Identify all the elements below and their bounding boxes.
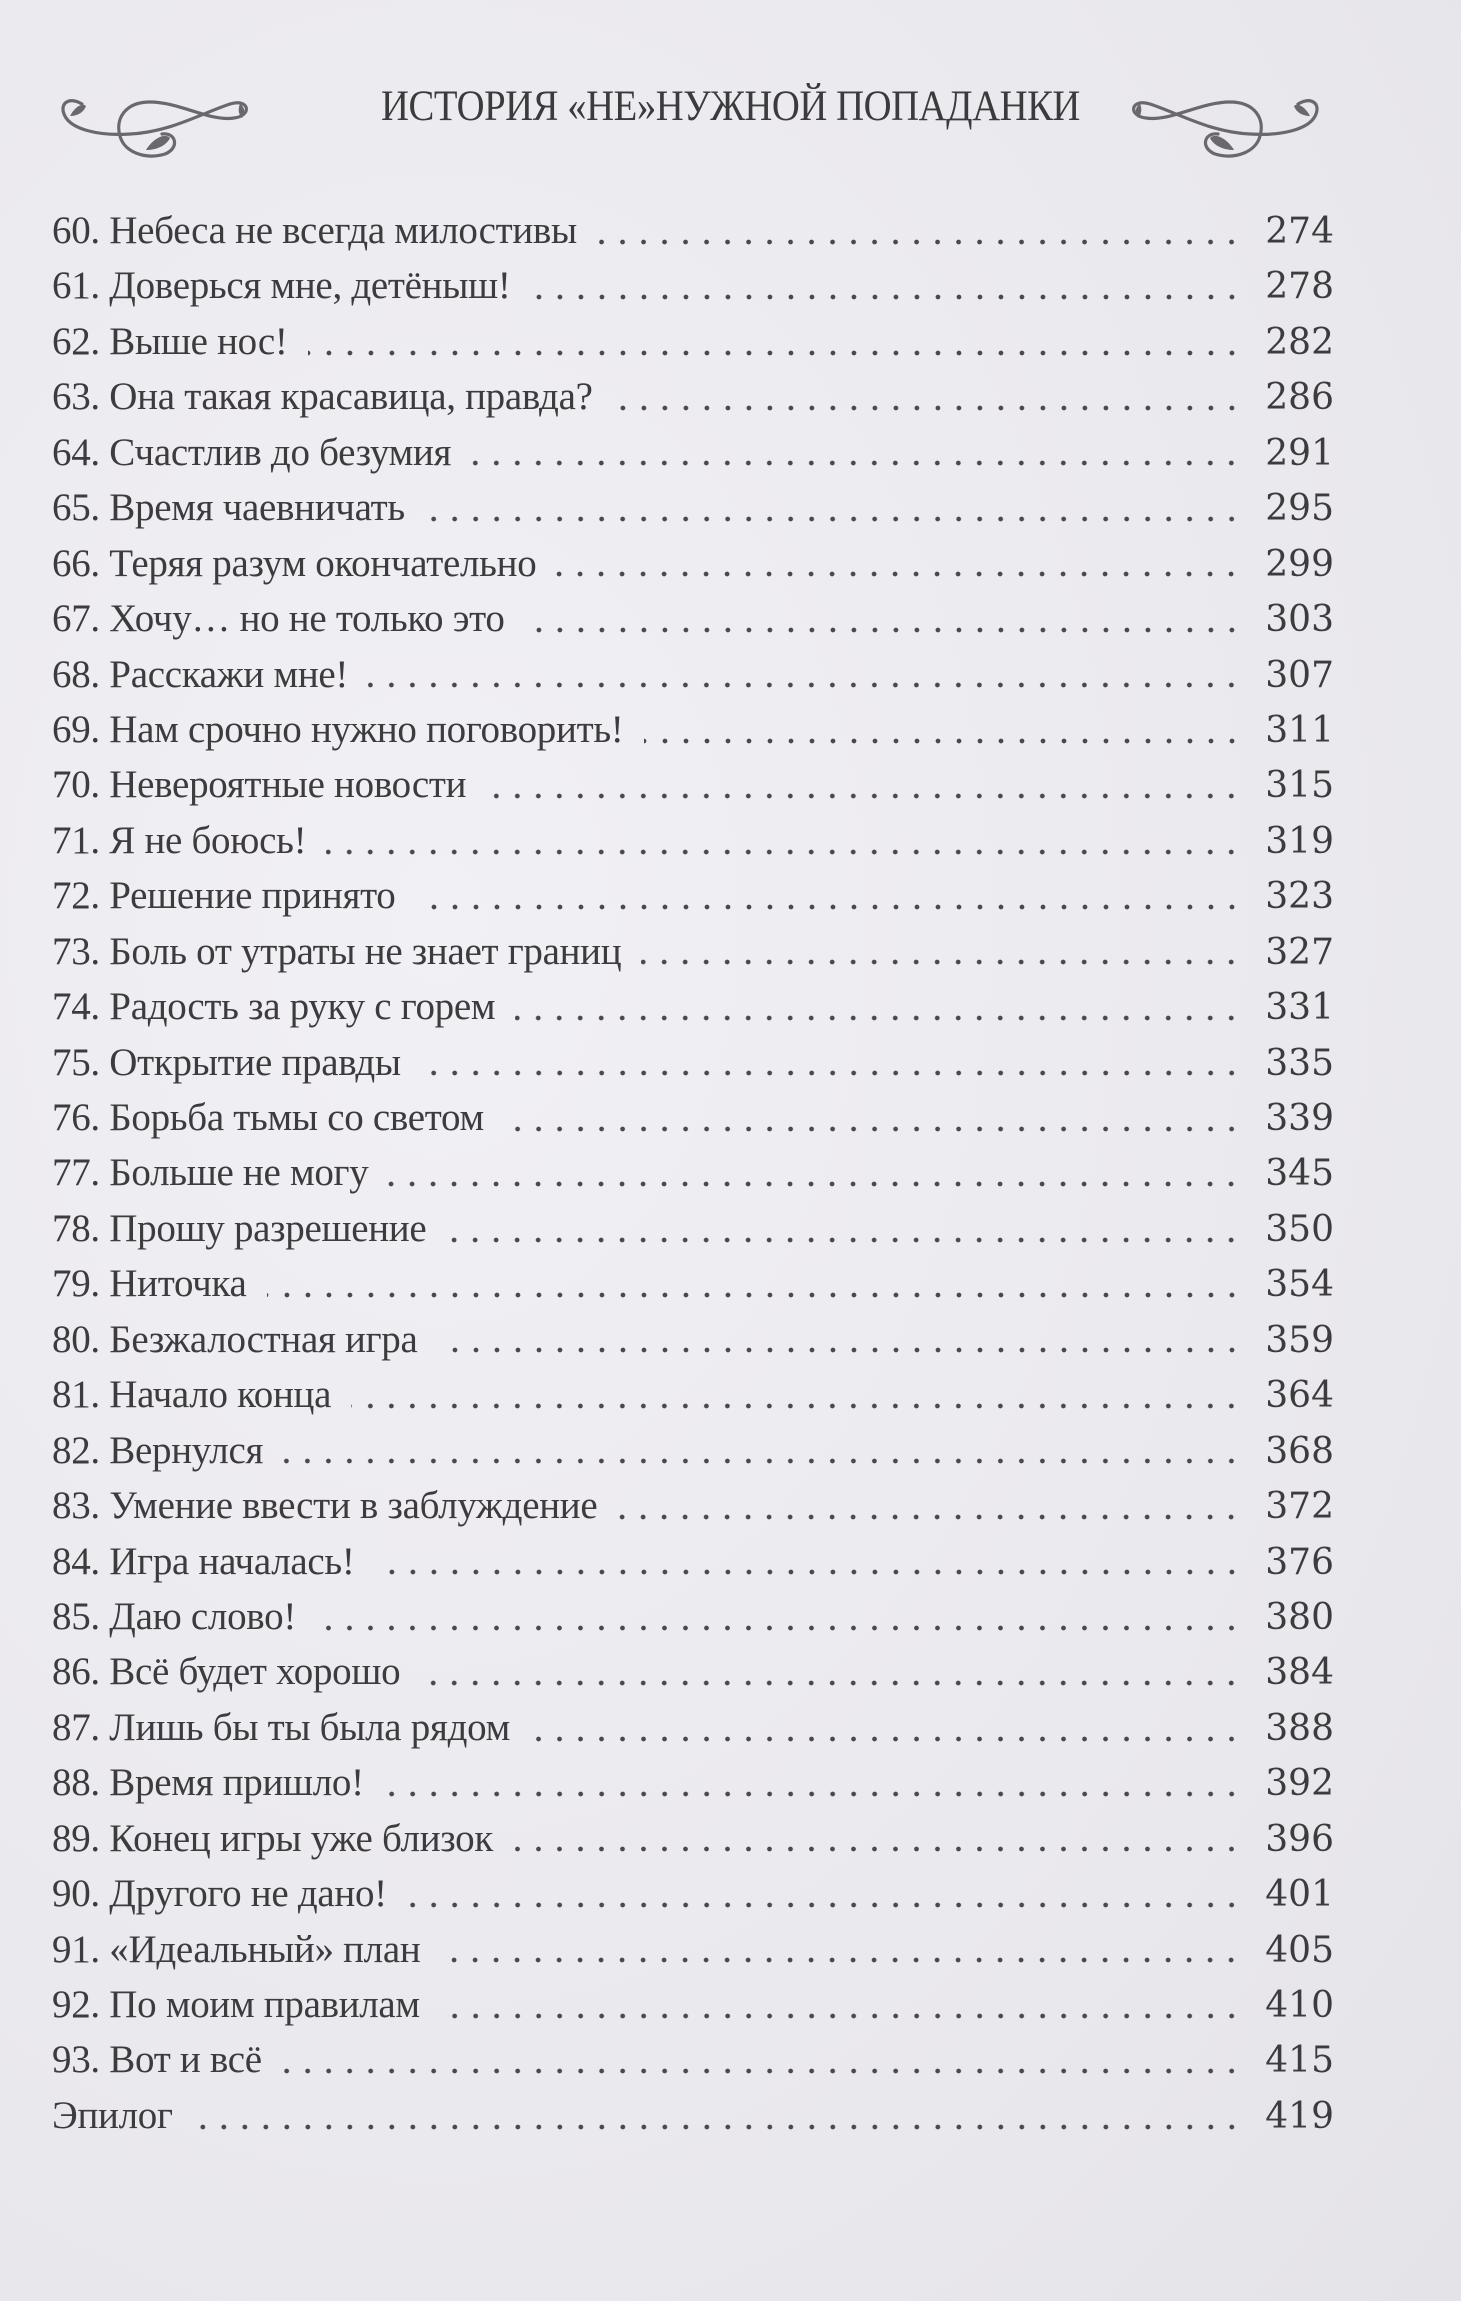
page-number: 368 — [1265, 1430, 1334, 1472]
chapter-title: 92. По моим правилам — [52, 1983, 420, 2026]
toc-entry[interactable] — [52, 425, 1334, 480]
page-number: 286 — [1265, 377, 1334, 419]
toc-entry[interactable] — [52, 979, 1334, 1034]
page-number: 315 — [1265, 765, 1334, 807]
page-number: 410 — [1265, 1985, 1334, 2026]
dot-leader — [384, 1791, 1242, 1797]
page-number: 401 — [1265, 1874, 1334, 1916]
chapter-title: 86. Всё будет хорошо — [52, 1650, 401, 1694]
chapter-title: 64. Счастлив до безумия — [52, 430, 452, 474]
page-number: 419 — [1265, 2095, 1334, 2137]
toc-entry[interactable] — [52, 1423, 1334, 1478]
chapter-title: 79. Ниточка — [52, 1262, 247, 1306]
chapter-title: 74. Радость за руку с горем — [52, 985, 496, 1029]
dot-leader — [440, 1957, 1242, 1963]
chapter-title: 72. Решение принято — [52, 874, 396, 918]
dot-leader — [471, 460, 1242, 466]
page-number: 282 — [1265, 321, 1334, 363]
dot-leader — [446, 1237, 1242, 1243]
dot-leader — [617, 1514, 1242, 1520]
dot-leader — [438, 1347, 1242, 1353]
chapter-title: 76. Борьба тьмы со светом — [52, 1096, 484, 1139]
toc-entry[interactable] — [52, 2032, 1334, 2087]
dot-leader — [644, 738, 1243, 744]
dot-leader — [531, 294, 1242, 300]
dot-leader — [416, 904, 1242, 910]
chapter-title: 87. Лишь бы ты была рядом — [52, 1705, 510, 1749]
dot-leader — [486, 793, 1242, 799]
page-number: 323 — [1265, 876, 1334, 918]
dot-leader — [283, 1458, 1242, 1464]
chapter-title: 61. Доверься мне, детёныш! — [52, 264, 511, 308]
toc-entry[interactable] — [52, 924, 1334, 979]
chapter-title: 77. Больше не могу — [52, 1151, 369, 1195]
toc-entry[interactable] — [52, 813, 1334, 868]
toc-entry[interactable] — [52, 480, 1334, 535]
dot-leader — [440, 2013, 1242, 2019]
page-number: 372 — [1265, 1486, 1334, 1528]
page-number: 295 — [1265, 488, 1334, 530]
chapter-title: 67. Хочу… но не только это — [52, 597, 505, 641]
chapter-title: 80. Безжалостная игра — [52, 1317, 418, 1361]
chapter-title: 81. Начало конца — [52, 1373, 332, 1417]
page-number: 274 — [1265, 211, 1334, 252]
toc-entry[interactable] — [52, 868, 1334, 923]
toc-entry[interactable] — [52, 1256, 1334, 1311]
page-number: 299 — [1265, 543, 1334, 585]
page-number: 380 — [1265, 1596, 1334, 1638]
page-number: 350 — [1265, 1208, 1334, 1250]
page-number: 359 — [1265, 1319, 1334, 1361]
chapter-title: 90. Другого не дано! — [52, 1872, 387, 1916]
chapter-title: Эпилог — [52, 2093, 173, 2137]
toc-entry[interactable] — [52, 203, 1334, 258]
toc-entry[interactable] — [52, 1589, 1334, 1644]
chapter-title: 88. Время пришло! — [52, 1761, 364, 1805]
page-number: 388 — [1265, 1707, 1334, 1749]
chapter-title: 85. Даю слово! — [52, 1594, 297, 1638]
chapter-title: 60. Небеса не всегда милостивы — [52, 209, 577, 252]
toc-entry[interactable] — [52, 1811, 1334, 1866]
toc-entry[interactable] — [52, 1644, 1334, 1699]
table-of-contents — [52, 203, 1334, 2143]
page-number: 327 — [1265, 931, 1334, 973]
page-number: 319 — [1265, 820, 1334, 862]
page-number: 384 — [1265, 1652, 1334, 1694]
page-number: 396 — [1265, 1818, 1334, 1860]
toc-entry[interactable] — [52, 1977, 1334, 2032]
dot-leader — [515, 1015, 1242, 1021]
dot-leader — [530, 1736, 1242, 1742]
toc-entry[interactable] — [52, 369, 1334, 424]
page-number: 415 — [1265, 2040, 1334, 2082]
dot-leader — [267, 1292, 1242, 1298]
chapter-title: 75. Открытие правды — [52, 1040, 401, 1084]
toc-entry[interactable] — [52, 1367, 1334, 1422]
page-number: 311 — [1265, 709, 1334, 751]
toc-entry[interactable] — [52, 1090, 1334, 1145]
dot-leader — [421, 1070, 1242, 1076]
dot-leader — [351, 1403, 1242, 1409]
toc-entry-epilogue[interactable] — [52, 2088, 1334, 2143]
dot-leader — [420, 1680, 1242, 1686]
page-number: 405 — [1265, 1929, 1334, 1971]
chapter-title: 69. Нам срочно нужно поговорить! — [52, 707, 624, 751]
page-number: 392 — [1265, 1763, 1334, 1805]
dot-leader — [193, 2124, 1242, 2130]
chapter-title: 78. Прошу разрешение — [52, 1206, 427, 1250]
toc-entry[interactable] — [52, 1145, 1334, 1200]
dot-leader — [504, 1126, 1242, 1132]
toc-entry[interactable] — [52, 1534, 1334, 1589]
dot-leader — [388, 1181, 1242, 1187]
chapter-title: 91. «Идеальный» план — [52, 1927, 421, 1971]
toc-entry[interactable] — [52, 702, 1334, 757]
flourish-ornament-icon — [1090, 74, 1350, 174]
toc-entry[interactable] — [52, 1866, 1334, 1921]
toc-entry[interactable] — [52, 1035, 1334, 1090]
dot-leader — [525, 627, 1242, 633]
toc-entry[interactable] — [52, 1922, 1334, 1977]
chapter-title: 62. Выше нос! — [52, 319, 288, 363]
page-number: 291 — [1265, 432, 1334, 474]
page-number: 307 — [1265, 654, 1334, 696]
toc-entry[interactable] — [52, 1755, 1334, 1810]
chapter-title: 73. Боль от утраты не знает границ — [52, 929, 622, 973]
dot-leader — [368, 682, 1242, 688]
chapter-title: 66. Теряя разум окончательно — [52, 541, 537, 585]
toc-entry[interactable] — [52, 591, 1334, 646]
dot-leader — [326, 849, 1242, 855]
toc-entry[interactable] — [52, 1312, 1334, 1367]
chapter-title: 93. Вот и всё — [52, 2038, 262, 2082]
dot-leader — [513, 1846, 1242, 1852]
toc-entry[interactable] — [52, 1478, 1334, 1533]
chapter-title: 89. Конец игры уже близок — [52, 1816, 494, 1860]
toc-entry[interactable] — [52, 1700, 1334, 1755]
chapter-title: 83. Умение ввести в заблуждение — [52, 1484, 598, 1528]
page-number: 335 — [1265, 1042, 1334, 1084]
dot-leader — [425, 516, 1242, 522]
chapter-title: 68. Расскажи мне! — [52, 652, 349, 696]
dot-leader — [282, 2068, 1242, 2074]
page-number: 339 — [1265, 1098, 1334, 1139]
dot-leader — [613, 405, 1242, 411]
toc-entry[interactable] — [52, 258, 1334, 313]
dot-leader — [308, 350, 1242, 356]
dot-leader — [641, 959, 1242, 965]
toc-entry[interactable] — [52, 1201, 1334, 1256]
dot-leader — [375, 1569, 1242, 1575]
chapter-title: 65. Время чаевничать — [52, 486, 405, 530]
chapter-title: 71. Я не боюсь! — [52, 818, 307, 862]
chapter-title: 82. Вернулся — [52, 1428, 264, 1472]
page-number: 345 — [1265, 1153, 1334, 1195]
page-number: 364 — [1265, 1375, 1334, 1417]
dot-leader — [556, 571, 1242, 577]
toc-entry[interactable] — [52, 536, 1334, 591]
dot-leader — [407, 1902, 1242, 1908]
running-header — [0, 68, 1461, 158]
dot-leader — [316, 1625, 1242, 1631]
toc-entry[interactable] — [52, 314, 1334, 369]
chapter-title: 84. Игра началась! — [52, 1539, 355, 1583]
chapter-title: 63. Она такая красавица, правда? — [52, 375, 593, 419]
page-number: 331 — [1265, 987, 1334, 1029]
dot-leader — [597, 239, 1242, 245]
page-number: 303 — [1265, 599, 1334, 641]
chapter-title: 70. Невероятные новости — [52, 763, 467, 807]
toc-entry[interactable] — [52, 757, 1334, 812]
book-title: ИСТОРИЯ «НЕ»НУЖНОЙ ПОПАДАНКИ — [381, 83, 1080, 130]
page-number: 278 — [1265, 266, 1334, 308]
page-number: 376 — [1265, 1541, 1334, 1583]
toc-entry[interactable] — [52, 647, 1334, 702]
page-number: 354 — [1265, 1264, 1334, 1306]
